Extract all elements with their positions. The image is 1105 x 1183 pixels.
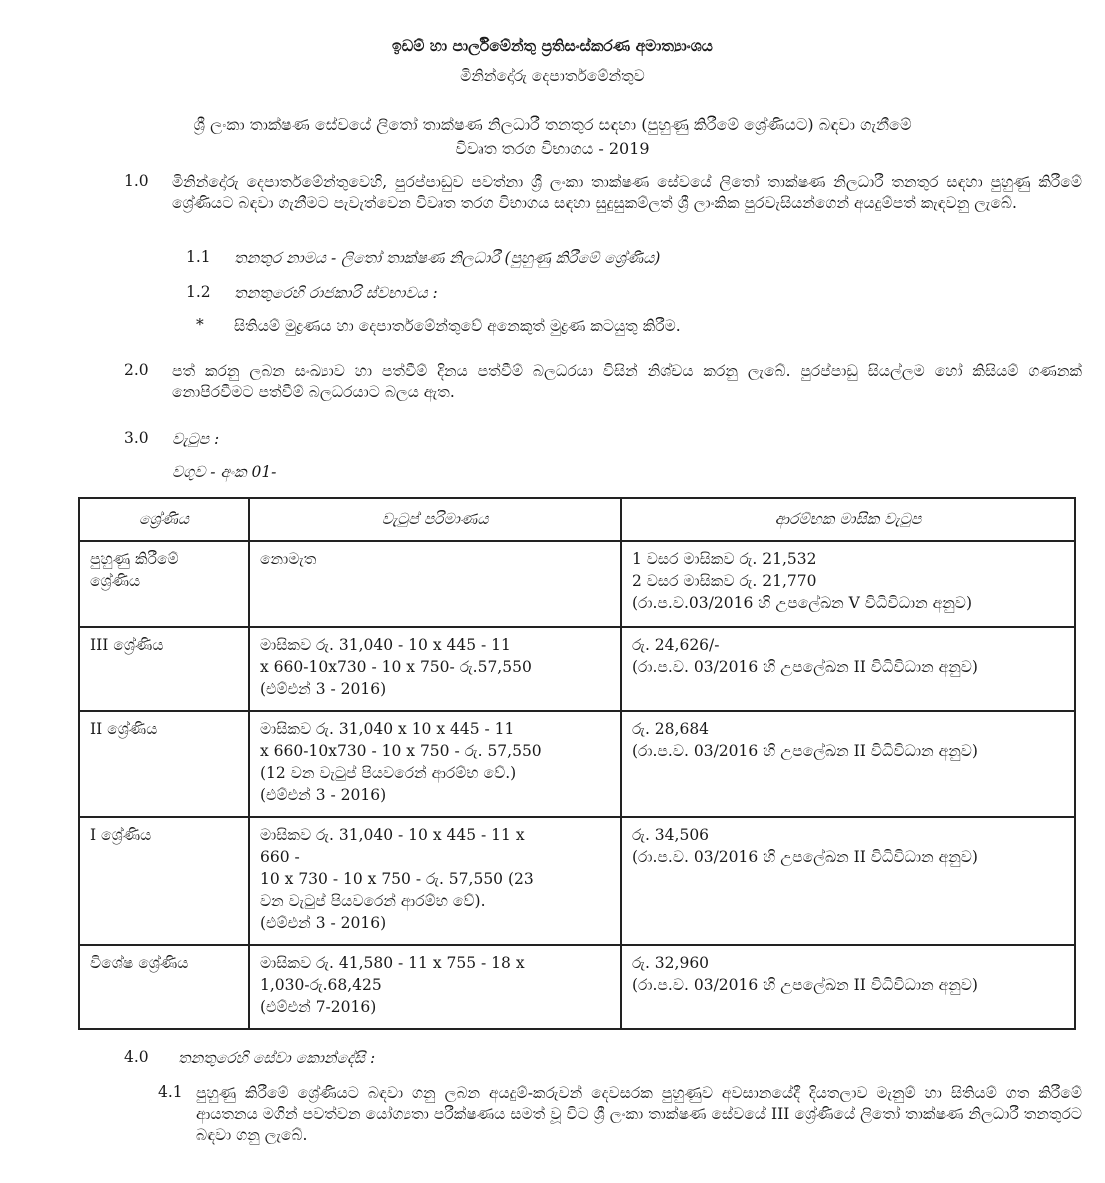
cell-line: වන වැටුප් පියවරෙන් ආරම්භ වේ). xyxy=(260,892,486,910)
cell-line: රු. 34,506 xyxy=(632,826,710,844)
table-row xyxy=(79,541,1075,627)
grade-cell xyxy=(79,711,249,817)
salary-scale-cell xyxy=(249,541,621,627)
cell-line: මාසිකව රු. 41,580 - 11 x 755 - 18 x xyxy=(260,954,525,972)
section-1-1-text: තනතුර නාමය - ලිතෝ තාක්ෂණ නිලධාරී (පුහුණු කිරීමේ ශ්‍රේණිය) xyxy=(234,249,661,267)
cell-line: II ශ්‍රේණිය xyxy=(90,720,158,738)
cell-line: (රා.ප.ව.03/2016 හි උපලේඛන V විධිවිධාන අනුව) xyxy=(632,594,972,612)
cell-line: 660 - xyxy=(260,848,300,866)
salary-scale-cell xyxy=(249,711,621,817)
initial-salary-cell xyxy=(621,817,1075,945)
cell-line: (රා.ප.ව. 03/2016 හි උපලේඛන II විධිවිධාන අනුව) xyxy=(632,742,978,760)
section-3-number: 3.0 xyxy=(124,429,149,447)
section-1-2-number: 1.2 xyxy=(186,283,211,301)
section-2-number: 2.0 xyxy=(124,361,149,379)
cell-line: 1 වසර මාසිකව රු. 21,532 xyxy=(632,550,817,568)
table-row xyxy=(79,945,1075,1029)
salary-scale-cell xyxy=(249,627,621,711)
cell-line: x 660-10x730 - 10 x 750- රු.57,550 xyxy=(260,658,532,676)
section-1-number: 1.0 xyxy=(124,172,149,190)
grade-cell xyxy=(79,817,249,945)
cell-line: මාසිකව රු. 31,040 x 10 x 445 - 11 xyxy=(260,720,515,738)
table-row xyxy=(79,817,1075,945)
section-1-2-text: තනතුරෙහි රාජකාරි ස්වභාවය : xyxy=(234,284,438,302)
cell-line: (එම්එන් 3 - 2016) xyxy=(260,914,387,932)
cell-line: (එම්එන් 7-2016) xyxy=(260,998,377,1016)
cell-line: විශේෂ ශ්‍රේණිය xyxy=(90,954,189,972)
column-header-salary-scale: වැටුප් පරිමාණය xyxy=(249,498,621,541)
salary-scale-cell xyxy=(249,817,621,945)
bullet-text: සිතියම් මුද්‍රණය හා දෙපාර්තමේන්තුවේ අනෙකුත් මුද්‍රණ කටයුතු කිරීම. xyxy=(234,317,681,335)
cell-line: නොමැත xyxy=(260,550,317,568)
cell-line: පුහුණු කිරීමේ xyxy=(90,550,179,568)
cell-line: රු. 32,960 xyxy=(632,954,710,972)
cell-line: 1,030-රු.68,425 xyxy=(260,976,382,994)
cell-line: I ශ්‍රේණිය xyxy=(90,826,152,844)
notice-title-line-2: විවෘත තරග විභාගය - 2019 xyxy=(455,139,650,158)
section-1-text: මිනින්දෝරු දෙපාර්තමේන්තුවෙහි, පුරප්පාඩුව පවත්නා ශ්‍රී ලංකා තාක්ෂණ සේවයේ ලිතෝ තාක්ෂණ නිලධාරී තනතුර සඳහා පුහුණු කිරීමේ ශ්‍රේණියට බඳවා ගැනීමට පැවැත්වෙන විවෘත තරග විභාගය සඳහා සුදුසුකම්ලත් ශ්‍රී ලාංකික පුරවැසියන්ගෙන් අයදුම්පත් කැඳවනු ලැබේ. xyxy=(172,173,1082,212)
section-4-1-number: 4.1 xyxy=(158,1083,183,1101)
grade-cell xyxy=(79,541,249,627)
cell-line: (රා.ප.ව. 03/2016 හි උපලේඛන II විධිවිධාන අනුව) xyxy=(632,848,978,866)
department-heading: මිනින්දෝරු දෙපාර්තමේන්තුව xyxy=(460,67,645,85)
grade-cell xyxy=(79,945,249,1029)
table-row xyxy=(79,627,1075,711)
bullet-marker: * xyxy=(196,316,204,334)
cell-line: 10 x 730 - 10 x 750 - රු. 57,550 (23 xyxy=(260,870,534,888)
section-2-text: පත් කරනු ලබන සංඛ්‍යාව හා පත්වීම් දිනය පත්වීම් බලධරයා විසින් නිශ්චය කරනු ලැබේ. පුරප්පාඩු සියල්ලම හෝ කිසියම් ගණනක් නොපිරවීමට පත්වීම් බලධරයාට බලය ඇත. xyxy=(172,362,1082,401)
initial-salary-cell xyxy=(621,945,1075,1029)
table-code: වගුව - අංක 01- xyxy=(172,463,277,481)
table-row xyxy=(79,711,1075,817)
section-4-heading: තනතුරෙහි සේවා කොන්දේසි : xyxy=(178,1049,376,1067)
cell-line: III ශ්‍රේණිය xyxy=(90,636,164,654)
initial-salary-cell xyxy=(621,541,1075,627)
column-header-grade: ශ්‍රේණිය xyxy=(79,498,249,541)
section-1-1-number: 1.1 xyxy=(186,248,211,266)
cell-line: (එම්එන් 3 - 2016) xyxy=(260,786,387,804)
notice-title xyxy=(0,113,1105,161)
cell-line: රු. 24,626/- xyxy=(632,636,720,654)
cell-line: (12 වන වැටුප් පියවරෙන් ආරම්භ වේ.) xyxy=(260,764,517,782)
cell-line: මාසිකව රු. 31,040 - 10 x 445 - 11 x xyxy=(260,826,525,844)
initial-salary-cell xyxy=(621,711,1075,817)
section-4-number: 4.0 xyxy=(124,1048,149,1066)
salary-scale-cell xyxy=(249,945,621,1029)
table-header-row xyxy=(79,498,1075,541)
cell-line: මාසිකව රු. 31,040 - 10 x 445 - 11 xyxy=(260,636,511,654)
cell-line: x 660-10x730 - 10 x 750 - රු. 57,550 xyxy=(260,742,542,760)
cell-line: 2 වසර මාසිකව රු. 21,770 xyxy=(632,572,817,590)
cell-line: (එම්එන් 3 - 2016) xyxy=(260,680,387,698)
column-header-initial-salary: ආරම්භක මාසික වැටුප xyxy=(621,498,1075,541)
initial-salary-cell xyxy=(621,627,1075,711)
cell-line: රු. 28,684 xyxy=(632,720,710,738)
salary-table xyxy=(78,497,1076,1030)
cell-line: (රා.ප.ව. 03/2016 හි උපලේඛන II විධිවිධාන අනුව) xyxy=(632,658,978,676)
cell-line: (රා.ප.ව. 03/2016 හි උපලේඛන II විධිවිධාන අනුව) xyxy=(632,976,978,994)
cell-line: ශ්‍රේණිය xyxy=(90,572,141,590)
notice-title-line-1: ශ්‍රී ලංකා තාක්ෂණ සේවයේ ලිතෝ තාක්ෂණ නිලධාරී තනතුර සඳහා (පුහුණු කිරීමේ ශ්‍රේණියට) බඳවා ගැනීමේ xyxy=(193,115,912,134)
grade-cell xyxy=(79,627,249,711)
section-4-1-text: පුහුණු කිරීමේ ශ්‍රේණියට බඳවා ගනු ලබන අයදුම්-කරුවන් දෙවසරක පුහුණුව අවසානයේදී දියතලාව මැනුම් හා සිතියම් ගත කිරීමේ ආයතනය මගින් පවත්වන යෝග්‍යතා පරීක්ෂණය සමත් වූ විට ශ්‍රී ලංකා තාක්ෂණ සේවයේ III ශ්‍රේණියේ ලිතෝ තාක්ෂණ නිලධාරී තනතුරට බඳවා ගනු ලැබේ. xyxy=(196,1084,1082,1144)
ministry-heading: ඉඩම් හා පාර්ලිමේන්තු ප්‍රතිසංස්කරණ අමාත්‍යාංශය xyxy=(392,36,713,55)
section-3-heading: වැටුප : xyxy=(172,430,220,448)
